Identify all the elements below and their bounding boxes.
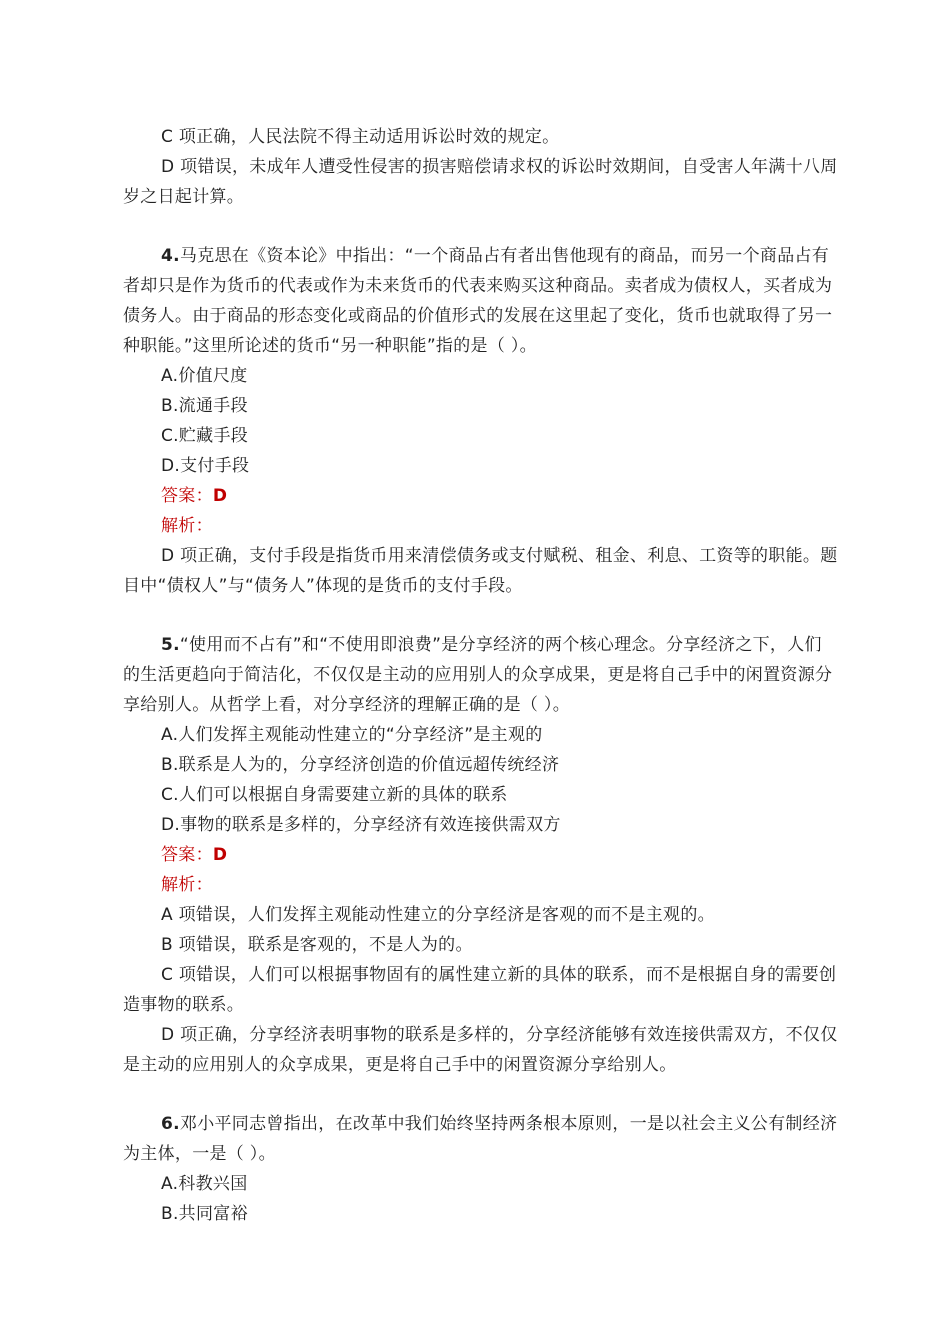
question-text: “使用而不占有”和“不使用即浪费”是分享经济的两个核心理念。分享经济之下，人们的生活更趋向于简洁化，不仅仅是主动的应用别人的众享成果，更是将自己手中的闲置资源分享给别人。从哲学上看，对分享经济的理解正确的是（ ）。 [123,635,833,715]
option-a: A.价值尺度 [161,366,248,386]
option-c: C.贮藏手段 [161,426,249,446]
analysis-line: C 项错误，人们可以根据事物固有的属性建立新的具体的联系，而不是根据自身的需要创造事物的联系。 [123,965,837,1015]
question-stem [123,241,838,361]
question-text: 邓小平同志曾指出，在改革中我们始终坚持两条根本原则，一是以社会主义公有制经济为主体，一是（ ）。 [123,1114,838,1164]
answer-label: 答案： [161,486,213,506]
analysis-line: C 项正确，人民法院不得主动适用诉讼时效的规定。 [161,127,560,147]
question-6 [123,1109,838,1229]
question-number: 5. [161,635,180,655]
option-b: B.流通手段 [161,396,248,416]
option-b: B.联系是人为的，分享经济创造的价值远超传统经济 [161,755,560,775]
answer-value: D [212,486,228,506]
question-stem [123,630,838,720]
option-d: D.支付手段 [161,456,250,476]
question-4 [123,241,838,601]
analysis-line: D 项正确，支付手段是指货币用来清偿债务或支付赋税、租金、利息、工资等的职能。题目中“债权人”与“债务人”体现的是货币的支付手段。 [123,546,838,596]
answer-value: D [212,845,228,865]
question-number: 4. [161,246,180,266]
document-page [123,122,838,1229]
option-c: C.人们可以根据自身需要建立新的具体的联系 [161,785,508,805]
answer [123,840,838,870]
analysis-line: D 项错误，未成年人遭受性侵害的损害赔偿请求权的诉讼时效期间，自受害人年满十八周岁之日起计算。 [123,157,838,207]
question-number: 6. [161,1114,180,1134]
option-a: A.人们发挥主观能动性建立的“分享经济”是主观的 [161,725,543,745]
analysis-line: A 项错误，人们发挥主观能动性建立的分享经济是客观的而不是主观的。 [161,905,715,925]
analysis-line: B 项错误，联系是客观的，不是人为的。 [161,935,473,955]
analysis-label: 解析： [161,516,213,536]
question-5 [123,630,838,1080]
option-b: B.共同富裕 [161,1204,248,1224]
answer [123,481,838,511]
analysis-line: D 项正确，分享经济表明事物的联系是多样的，分享经济能够有效连接供需双方，不仅仅是主动的应用别人的众享成果，更是将自己手中的闲置资源分享给别人。 [123,1025,838,1075]
option-a: A.科教兴国 [161,1174,248,1194]
analysis-label: 解析： [161,875,213,895]
question-stem [123,1109,838,1169]
option-d: D.事物的联系是多样的，分享经济有效连接供需双方 [161,815,561,835]
question-text: 马克思在《资本论》中指出：“一个商品占有者出售他现有的商品，而另一个商品占有者却只是作为货币的代表或作为未来货币的代表来购买这种商品。卖者成为债权人，买者成为债务人。由于商品的形态变化或商品的价值形式的发展在这里起了变化，货币也就取得了另一种职能。”这里所论述的货币“另一种职能”指的是（ ）。 [123,246,833,356]
answer-label: 答案： [161,845,213,865]
